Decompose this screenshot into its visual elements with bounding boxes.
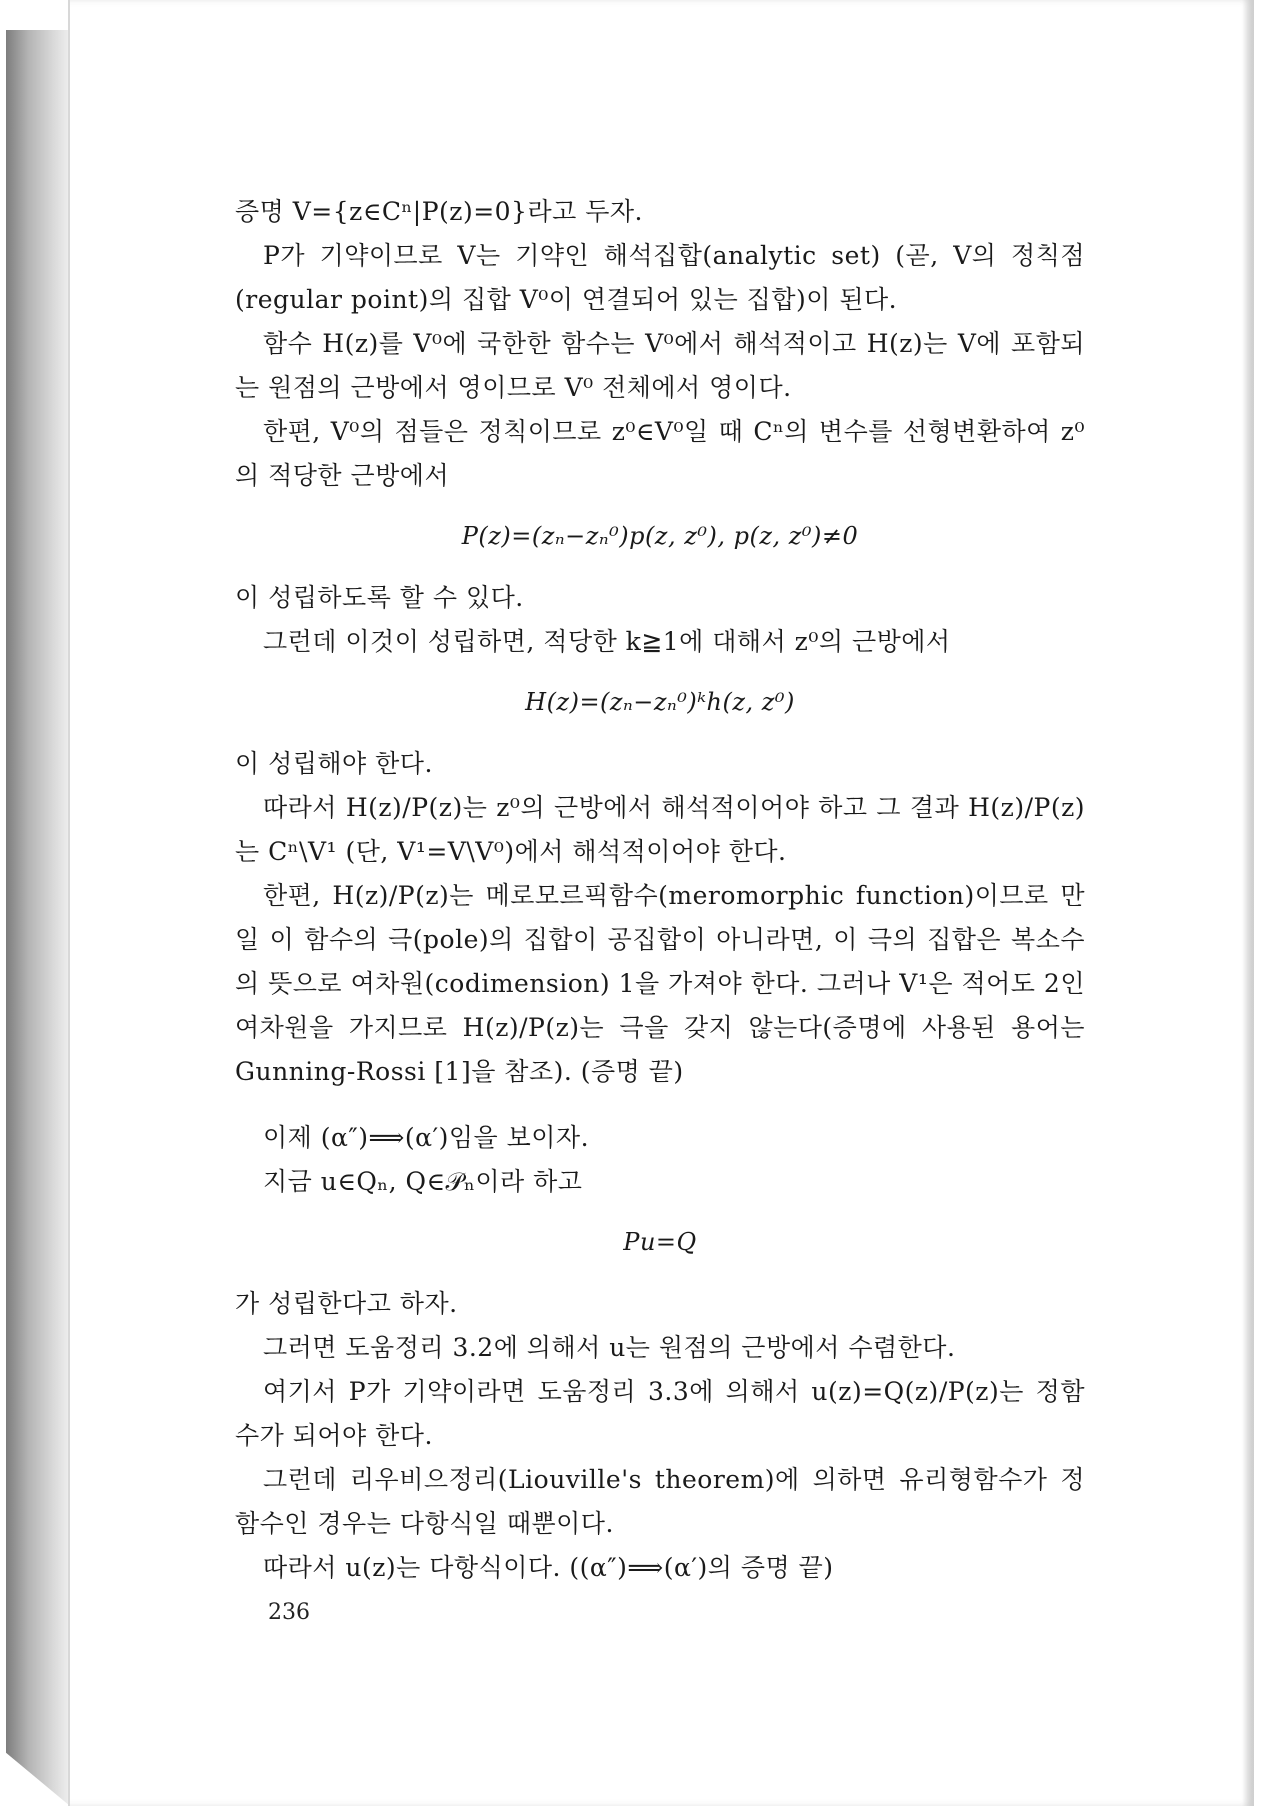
paragraph: 그런데 리우비으정리(Liouville's theorem)에 의하면 유리형함수가 정함수인 경우는 다항식일 때뿐이다. (235, 1465, 1085, 1538)
paragraph: 이 성립하도록 할 수 있다. (235, 583, 524, 612)
paragraph: P가 기약이므로 V는 기약인 해석집합(analytic set) (곧, V의 정칙점(regular point)의 집합 V⁰이 연결되어 있는 집합)이 된다. (235, 241, 1085, 314)
paragraph: 한편, V⁰의 점들은 정칙이므로 z⁰∈V⁰일 때 Cⁿ의 변수를 선형변환하여 z⁰의 적당한 근방에서 (235, 417, 1085, 490)
paragraph: 여기서 P가 기약이라면 도움정리 3.3에 의해서 u(z)=Q(z)/P(z)는 정함수가 되어야 한다. (235, 1377, 1085, 1450)
paragraph: 따라서 H(z)/P(z)는 z⁰의 근방에서 해석적이어야 하고 그 결과 H(z)/P(z)는 Cⁿ\V¹ (단, V¹=V\V⁰)에서 해석적이어야 한다. (235, 793, 1085, 866)
proof-heading-line: 증명 V={z∈Cⁿ|P(z)=0}라고 두자. (235, 197, 643, 226)
paragraph: 그러면 도움정리 3.2에 의해서 u는 원점의 근방에서 수렴한다. (263, 1333, 956, 1362)
paragraph: 이 성립해야 한다. (235, 749, 433, 778)
page-stack-edge (6, 30, 70, 1806)
page-gutter-shadow (1242, 0, 1254, 1806)
equation: Pu=Q (623, 1228, 697, 1256)
page-body (235, 190, 1085, 1590)
equation: P(z)=(zₙ−zₙ⁰)p(z, z⁰), p(z, z⁰)≠0 (461, 522, 859, 550)
equation: H(z)=(zₙ−zₙ⁰)ᵏh(z, z⁰) (525, 688, 795, 716)
paragraph: 그런데 이것이 성립하면, 적당한 k≧1에 대해서 z⁰의 근방에서 (263, 627, 951, 656)
paragraph: 함수 H(z)를 V⁰에 국한한 함수는 V⁰에서 해석적이고 H(z)는 V에 포함되는 원점의 근방에서 영이므로 V⁰ 전체에서 영이다. (235, 329, 1085, 402)
paragraph: 가 성립한다고 하자. (235, 1289, 458, 1318)
page-number: 236 (268, 1600, 310, 1625)
paragraph: 한편, H(z)/P(z)는 메로모르픽함수(meromorphic function)이므로 만일 이 함수의 극(pole)의 집합이 공집합이 아니라면, 이 극의 집합은 복소수의 뜻으로 여차원(codimension) 1을 가져야 한다. 그러나 V¹은 적어도 2인 여차원을 가지므로 H(z)/P(z)는 극을 갖지 않는다(증명에 사용된 용어는 Gunning-Rossi [1]을 참조). (증명 끝) (235, 881, 1085, 1086)
paragraph: 지금 u∈Qₙ, Q∈𝒫ₙ이라 하고 (263, 1167, 583, 1196)
paragraph: 따라서 u(z)는 다항식이다. ((α″)⟹(α′)의 증명 끝) (263, 1553, 834, 1582)
paragraph: 이제 (α″)⟹(α′)임을 보이자. (263, 1123, 590, 1152)
